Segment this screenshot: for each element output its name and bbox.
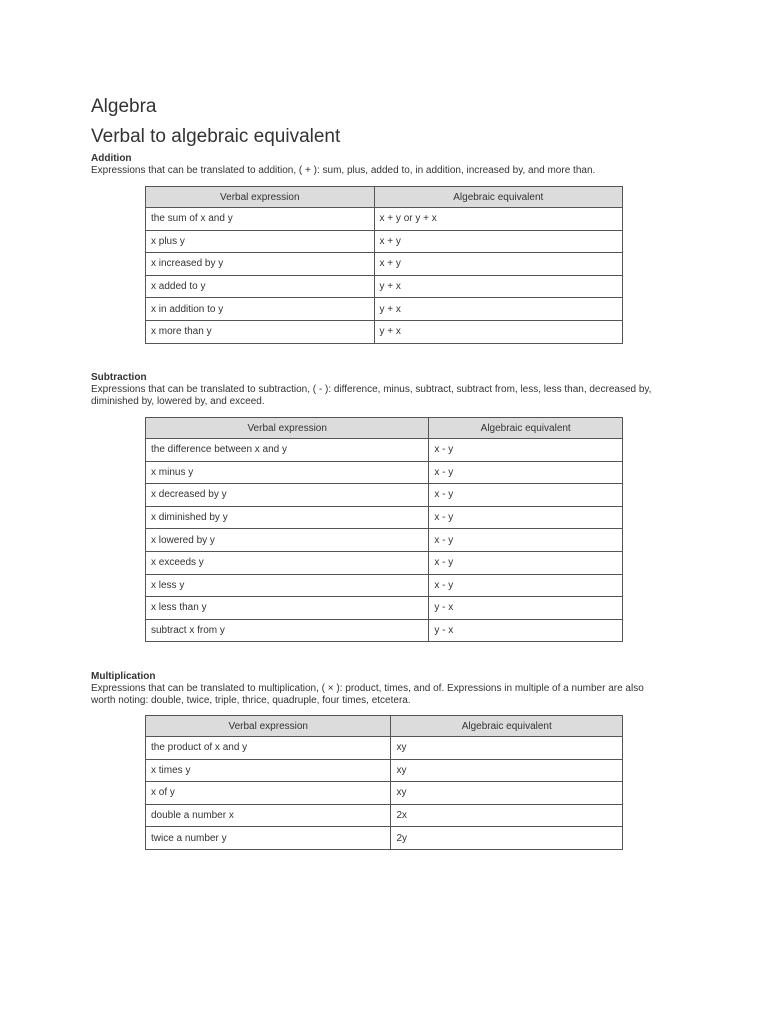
table-row bbox=[146, 619, 623, 642]
column-header: Verbal expression bbox=[146, 187, 375, 208]
addition-table bbox=[145, 186, 623, 344]
table-row bbox=[146, 782, 623, 805]
table-row bbox=[146, 827, 623, 850]
algebraic-cell: x - y bbox=[429, 551, 623, 574]
verbal-cell: x exceeds y bbox=[146, 551, 429, 574]
table-row bbox=[146, 275, 623, 298]
table-row bbox=[146, 253, 623, 276]
algebraic-cell: y + x bbox=[374, 320, 622, 343]
page-header bbox=[91, 95, 731, 149]
section-heading: Addition bbox=[91, 153, 132, 164]
verbal-cell: x of y bbox=[146, 782, 391, 805]
table-row bbox=[146, 759, 623, 782]
table-row bbox=[146, 320, 623, 343]
algebraic-cell: x - y bbox=[429, 461, 623, 484]
verbal-cell: the product of x and y bbox=[146, 737, 391, 760]
verbal-cell: x less y bbox=[146, 574, 429, 597]
algebraic-cell: xy bbox=[391, 782, 623, 805]
algebraic-cell: x - y bbox=[429, 439, 623, 462]
verbal-cell: x less than y bbox=[146, 597, 429, 620]
table-row bbox=[146, 597, 623, 620]
section-description: Expressions that can be translated to addition, ( + ): sum, plus, added to, in addition, increased by, and more than. bbox=[91, 165, 596, 176]
page-title: Algebra bbox=[91, 96, 157, 117]
table-row bbox=[146, 298, 623, 321]
algebraic-cell: x - y bbox=[429, 484, 623, 507]
verbal-cell: x plus y bbox=[146, 230, 375, 253]
subtraction-section bbox=[91, 372, 661, 408]
table-header-row bbox=[146, 187, 623, 208]
algebraic-cell: x + y bbox=[374, 230, 622, 253]
table-header-row bbox=[146, 418, 623, 439]
algebraic-cell: y + x bbox=[374, 298, 622, 321]
table-row bbox=[146, 804, 623, 827]
algebraic-cell: y + x bbox=[374, 275, 622, 298]
section-heading: Multiplication bbox=[91, 671, 156, 682]
page-subtitle: Verbal to algebraic equivalent bbox=[91, 126, 341, 147]
algebraic-cell: y - x bbox=[429, 619, 623, 642]
table-row bbox=[146, 574, 623, 597]
algebraic-cell: x + y or y + x bbox=[374, 208, 622, 231]
verbal-cell: x decreased by y bbox=[146, 484, 429, 507]
verbal-cell: x increased by y bbox=[146, 253, 375, 276]
subtraction-table bbox=[145, 417, 623, 642]
verbal-cell: x more than y bbox=[146, 320, 375, 343]
addition-section bbox=[91, 153, 661, 177]
column-header: Algebraic equivalent bbox=[429, 418, 623, 439]
verbal-cell: the sum of x and y bbox=[146, 208, 375, 231]
algebraic-cell: x - y bbox=[429, 506, 623, 529]
algebraic-cell: xy bbox=[391, 737, 623, 760]
table-row bbox=[146, 208, 623, 231]
verbal-cell: x lowered by y bbox=[146, 529, 429, 552]
verbal-cell: x minus y bbox=[146, 461, 429, 484]
algebraic-cell: 2x bbox=[391, 804, 623, 827]
section-description: Expressions that can be translated to subtraction, ( - ): difference, minus, subtract, subtract from, less, less than, decreased by, diminished by, lowered by, and exceed. bbox=[91, 384, 652, 407]
algebraic-cell: xy bbox=[391, 759, 623, 782]
verbal-cell: subtract x from y bbox=[146, 619, 429, 642]
verbal-cell: x added to y bbox=[146, 275, 375, 298]
verbal-cell: x times y bbox=[146, 759, 391, 782]
algebraic-cell: 2y bbox=[391, 827, 623, 850]
verbal-cell: the difference between x and y bbox=[146, 439, 429, 462]
table-row bbox=[146, 506, 623, 529]
column-header: Algebraic equivalent bbox=[391, 716, 623, 737]
column-header: Verbal expression bbox=[146, 418, 429, 439]
verbal-cell: twice a number y bbox=[146, 827, 391, 850]
table-row bbox=[146, 551, 623, 574]
table-row bbox=[146, 484, 623, 507]
table-row bbox=[146, 230, 623, 253]
table-header-row bbox=[146, 716, 623, 737]
section-description: Expressions that can be translated to multiplication, ( × ): product, times, and of. Expressions in multiple of a number are also worth noting: double, twice, triple, thrice, quadruple, four times, etcetera. bbox=[91, 683, 644, 706]
algebraic-cell: x + y bbox=[374, 253, 622, 276]
table-row bbox=[146, 529, 623, 552]
verbal-cell: x diminished by y bbox=[146, 506, 429, 529]
algebraic-cell: x - y bbox=[429, 529, 623, 552]
algebraic-cell: y - x bbox=[429, 597, 623, 620]
table-row bbox=[146, 439, 623, 462]
multiplication-section bbox=[91, 671, 661, 707]
table-row bbox=[146, 737, 623, 760]
column-header: Verbal expression bbox=[146, 716, 391, 737]
verbal-cell: double a number x bbox=[146, 804, 391, 827]
section-heading: Subtraction bbox=[91, 372, 147, 383]
verbal-cell: x in addition to y bbox=[146, 298, 375, 321]
table-row bbox=[146, 461, 623, 484]
multiplication-table bbox=[145, 715, 623, 850]
column-header: Algebraic equivalent bbox=[374, 187, 622, 208]
algebraic-cell: x - y bbox=[429, 574, 623, 597]
